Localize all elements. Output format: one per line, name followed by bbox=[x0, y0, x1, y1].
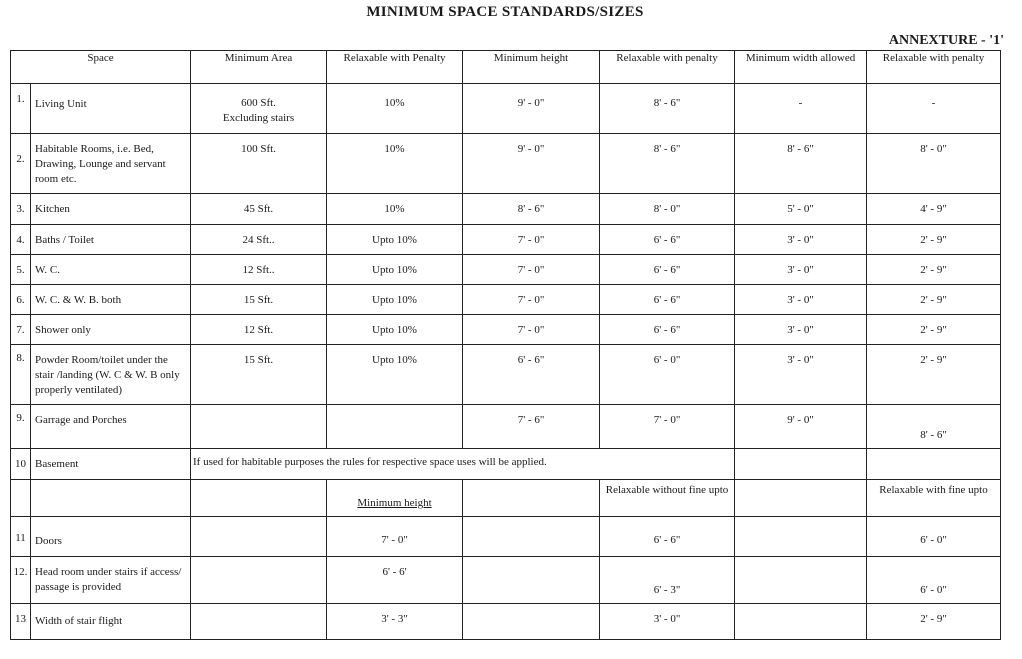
empty-cell bbox=[463, 480, 600, 517]
row-relax-width: 2' - 9" bbox=[867, 315, 1001, 345]
row-area: 100 Sft. bbox=[191, 134, 327, 194]
row-relax-with: 6' - 0" bbox=[867, 517, 1001, 557]
row-relax: 10% bbox=[327, 84, 463, 134]
row-relax: Upto 10% bbox=[327, 285, 463, 315]
row-height: 6' - 6" bbox=[463, 345, 600, 405]
row-number: 2. bbox=[11, 134, 31, 194]
basement-row bbox=[11, 449, 1001, 480]
row-number: 3. bbox=[11, 194, 31, 225]
header-min-width: Minimum width allowed bbox=[735, 51, 867, 84]
table-row bbox=[11, 517, 1001, 557]
row-area: 15 Sft. bbox=[191, 345, 327, 405]
empty-cell bbox=[867, 449, 1001, 480]
row-width: 3' - 0" bbox=[735, 285, 867, 315]
row-relax-width: 8' - 0" bbox=[867, 134, 1001, 194]
row-min-height: 7' - 0" bbox=[327, 517, 463, 557]
row-relax-height: 6' - 6" bbox=[600, 315, 735, 345]
row-space: Habitable Rooms, i.e. Bed, Drawing, Lounge and servant room etc. bbox=[31, 134, 191, 194]
row-relax-height: 6' - 6" bbox=[600, 225, 735, 255]
row-height: 9' - 0" bbox=[463, 84, 600, 134]
row-relax: Upto 10% bbox=[327, 255, 463, 285]
row-relax-width: 2' - 9" bbox=[867, 255, 1001, 285]
row-relax-height: 8' - 0" bbox=[600, 194, 735, 225]
empty-cell bbox=[191, 557, 327, 604]
header-relax-penalty: Relaxable with Penalty bbox=[327, 51, 463, 84]
table-row bbox=[11, 255, 1001, 285]
header-relax-penalty-3: Relaxable with penalty bbox=[867, 51, 1001, 84]
row-space: Basement bbox=[31, 449, 191, 480]
row-relax-width: 2' - 9" bbox=[867, 285, 1001, 315]
row-relax: Upto 10% bbox=[327, 315, 463, 345]
row-space: Baths / Toilet bbox=[31, 225, 191, 255]
row-area-note: Excluding stairs bbox=[222, 112, 295, 124]
row-width: 3' - 0" bbox=[735, 315, 867, 345]
empty-cell bbox=[463, 557, 600, 604]
row-relax-height: 6' - 6" bbox=[600, 255, 735, 285]
empty-cell bbox=[31, 480, 191, 517]
row-height: 7' - 0" bbox=[463, 225, 600, 255]
row-space: Width of stair flight bbox=[31, 604, 191, 640]
table-row bbox=[11, 604, 1001, 640]
row-relax-height: 6' - 6" bbox=[600, 285, 735, 315]
row-height: 7' - 0" bbox=[463, 315, 600, 345]
row-relax-width: - bbox=[867, 84, 1001, 134]
table-row bbox=[11, 405, 1001, 449]
row-space: Doors bbox=[31, 517, 191, 557]
empty-cell bbox=[735, 449, 867, 480]
row-width: 5' - 0" bbox=[735, 194, 867, 225]
row-relax-with: 6' - 0" bbox=[867, 557, 1001, 604]
row-area-value: 600 Sft. bbox=[241, 97, 276, 109]
header-min-height: Minimum height bbox=[463, 51, 600, 84]
table-row bbox=[11, 84, 1001, 134]
empty-cell bbox=[735, 480, 867, 517]
row-relax-without: 6' - 3" bbox=[600, 557, 735, 604]
row-relax bbox=[327, 405, 463, 449]
table-row bbox=[11, 285, 1001, 315]
row-relax-without: 6' - 6" bbox=[600, 517, 735, 557]
row-space: Shower only bbox=[31, 315, 191, 345]
row-number: 10 bbox=[11, 449, 31, 480]
row-relax: Upto 10% bbox=[327, 345, 463, 405]
row-relax: 10% bbox=[327, 134, 463, 194]
basement-note: If used for habitable purposes the rules for respective space uses will be applied. bbox=[191, 449, 735, 480]
empty-cell bbox=[191, 604, 327, 640]
row-area: 15 Sft. bbox=[191, 285, 327, 315]
row-area bbox=[191, 84, 327, 134]
table-row bbox=[11, 315, 1001, 345]
empty-cell bbox=[735, 517, 867, 557]
row-space: W. C. bbox=[31, 255, 191, 285]
subheader-min-height bbox=[327, 480, 463, 517]
row-width: 3' - 0" bbox=[735, 345, 867, 405]
row-area: 45 Sft. bbox=[191, 194, 327, 225]
row-number: 6. bbox=[11, 285, 31, 315]
header-space: Space bbox=[11, 51, 191, 84]
row-space: Living Unit bbox=[31, 84, 191, 134]
row-height: 7' - 0" bbox=[463, 255, 600, 285]
row-relax-width: 8' - 6" bbox=[867, 405, 1001, 449]
header-relax-penalty-2: Relaxable with penalty bbox=[600, 51, 735, 84]
row-height: 9' - 0" bbox=[463, 134, 600, 194]
row-relax: Upto 10% bbox=[327, 225, 463, 255]
row-width: 3' - 0" bbox=[735, 225, 867, 255]
row-area: 12 Sft.. bbox=[191, 255, 327, 285]
row-relax-without: 3' - 0" bbox=[600, 604, 735, 640]
header-row bbox=[11, 51, 1001, 84]
empty-cell bbox=[191, 480, 327, 517]
empty-cell bbox=[735, 557, 867, 604]
header-min-area: Minimum Area bbox=[191, 51, 327, 84]
row-number: 8. bbox=[11, 345, 31, 405]
row-relax-with: 2' - 9" bbox=[867, 604, 1001, 640]
row-min-height: 6' - 6' bbox=[327, 557, 463, 604]
row-relax-height: 8' - 6" bbox=[600, 134, 735, 194]
empty-cell bbox=[463, 604, 600, 640]
row-area: 24 Sft.. bbox=[191, 225, 327, 255]
table-row bbox=[11, 225, 1001, 255]
row-space: Kitchen bbox=[31, 194, 191, 225]
table-row bbox=[11, 134, 1001, 194]
row-width: 9' - 0" bbox=[735, 405, 867, 449]
row-number: 12. bbox=[11, 557, 31, 604]
row-relax-height: 8' - 6" bbox=[600, 84, 735, 134]
row-relax-width: 2' - 9" bbox=[867, 345, 1001, 405]
row-area: 12 Sft. bbox=[191, 315, 327, 345]
row-height: 8' - 6" bbox=[463, 194, 600, 225]
empty-cell bbox=[191, 517, 327, 557]
row-number: 9. bbox=[11, 405, 31, 449]
row-width: 8' - 6" bbox=[735, 134, 867, 194]
subheader-row bbox=[11, 480, 1001, 517]
row-area bbox=[191, 405, 327, 449]
row-min-height: 3' - 3" bbox=[327, 604, 463, 640]
row-relax-width: 4' - 9" bbox=[867, 194, 1001, 225]
empty-cell bbox=[735, 604, 867, 640]
row-number: 4. bbox=[11, 225, 31, 255]
row-width: 3' - 0" bbox=[735, 255, 867, 285]
row-number: 1. bbox=[11, 84, 31, 134]
subheader-relax-with: Relaxable with fine upto bbox=[867, 480, 1001, 517]
row-height: 7' - 0" bbox=[463, 285, 600, 315]
empty-cell bbox=[11, 480, 31, 517]
table-row bbox=[11, 194, 1001, 225]
subheader-relax-without: Relaxable without fine upto bbox=[600, 480, 735, 517]
row-number: 11 bbox=[11, 517, 31, 557]
table-row bbox=[11, 557, 1001, 604]
row-width: - bbox=[735, 84, 867, 134]
subheader-min-height-text: Minimum height bbox=[357, 497, 432, 509]
row-height: 7' - 6" bbox=[463, 405, 600, 449]
row-relax-height: 6' - 0" bbox=[600, 345, 735, 405]
space-standards-table bbox=[10, 50, 1001, 640]
row-number: 13 bbox=[11, 604, 31, 640]
row-relax: 10% bbox=[327, 194, 463, 225]
row-number: 7. bbox=[11, 315, 31, 345]
page-title: MINIMUM SPACE STANDARDS/SIZES bbox=[366, 4, 644, 20]
row-relax-width: 2' - 9" bbox=[867, 225, 1001, 255]
empty-cell bbox=[463, 517, 600, 557]
table-row bbox=[11, 345, 1001, 405]
row-space: Head room under stairs if access/ passage is provided bbox=[31, 557, 191, 604]
row-space: Garrage and Porches bbox=[31, 405, 191, 449]
row-relax-height: 7' - 0" bbox=[600, 405, 735, 449]
row-number: 5. bbox=[11, 255, 31, 285]
annexure-label: ANNEXTURE - '1' bbox=[888, 33, 1004, 48]
row-space: Powder Room/toilet under the stair /landing (W. C & W. B only properly ventilated) bbox=[31, 345, 191, 405]
row-space: W. C. & W. B. both bbox=[31, 285, 191, 315]
